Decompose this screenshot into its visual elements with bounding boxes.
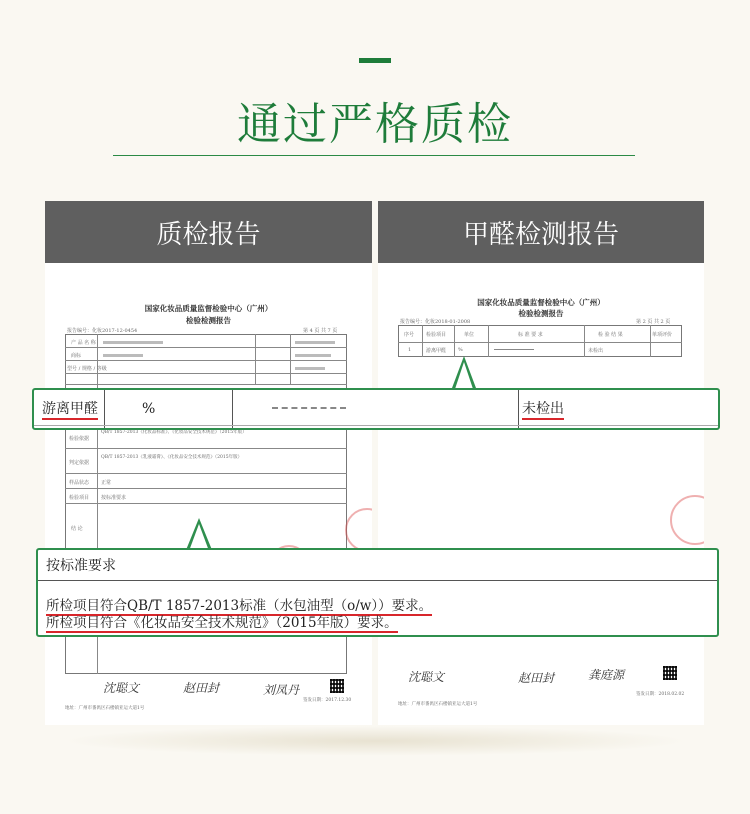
signature-3: 龚庭源 <box>588 668 625 682</box>
doc-items: 按标准要求 <box>101 495 127 501</box>
doc-report-no: 报告编号：化妆2017-12-0454 <box>67 328 138 334</box>
doc-standard-2: QB/T 1857-2013《乳液霜膏》、《化妆品安全技术规范》（2015年版） <box>101 455 243 460</box>
doc-state: 正常 <box>101 480 112 486</box>
doc-row-label: 判定依据 <box>69 460 90 466</box>
callout-line-1: 所检项目符合QB/T 1857-2013标准（水包油型（o/w））要求。 <box>46 598 433 614</box>
qr-code-icon <box>663 666 677 680</box>
doc-footer-date: 签发日期：2018.02.02 <box>636 692 685 697</box>
doc-subtitle: 检验检测报告 <box>518 309 564 318</box>
signature-1: 沈聪文 <box>103 681 140 695</box>
row-unit: % <box>458 347 463 353</box>
card-header-formaldehyde-report: 甲醛检测报告 <box>378 201 704 263</box>
doc-row-label: 检验依据 <box>69 436 90 442</box>
quality-report-document <box>45 263 372 725</box>
callout-heading: 按标准要求 <box>46 558 116 574</box>
formaldehyde-report-document <box>378 263 704 725</box>
doc-row-label: 产 品 名 称 <box>71 340 96 346</box>
doc-row-label: 样品状态 <box>69 480 90 486</box>
doc-report-no: 报告编号：化妆2018-01-2008 <box>400 319 471 325</box>
standard-conformity-callout <box>36 548 719 637</box>
red-seal-stamp <box>345 508 372 552</box>
doc-subtitle: 检验检测报告 <box>186 316 231 325</box>
red-seal-stamp <box>670 495 704 545</box>
doc-row-label: 商标 <box>71 353 82 359</box>
doc-page-info: 第 4 页 共 7 页 <box>303 328 338 334</box>
formaldehyde-result-callout <box>32 388 720 430</box>
col-header: 标 准 要 求 <box>518 332 543 338</box>
doc-footer: 地址：广州市番禺区石楼镇亚运大道1号 <box>65 706 145 711</box>
callout-item: 游离甲醛 <box>42 398 98 420</box>
doc-row-label: 检验项目 <box>69 495 90 501</box>
signature-2: 赵田封 <box>183 681 220 695</box>
col-header: 检验项目 <box>426 332 447 338</box>
callout-unit: % <box>142 401 156 417</box>
signature-3: 刘凤丹 <box>263 683 300 697</box>
col-header: 单位 <box>464 332 475 338</box>
col-header: 序号 <box>404 332 415 338</box>
doc-footer-date: 签发日期：2017.12.30 <box>303 698 352 703</box>
doc-row-label: 型号 / 规格 / 等级 <box>67 366 107 372</box>
callout-line-2: 所检项目符合《化妆品安全技术规范》（2015年版）要求。 <box>46 615 398 631</box>
title-accent-bar <box>359 58 391 63</box>
col-header: 检 验 结 果 <box>598 332 623 338</box>
row-no: 1 <box>408 347 412 353</box>
signature-1: 沈聪文 <box>408 670 445 684</box>
col-header: 单项评价 <box>652 332 673 338</box>
doc-org: 国家化妆品质量监督检验中心（广州） <box>477 298 605 307</box>
row-result: 未检出 <box>588 348 604 354</box>
card-header-quality-report: 质检报告 <box>45 201 372 263</box>
doc-page-info: 第 2 页 共 2 页 <box>636 319 671 325</box>
doc-org: 国家化妆品质量监督检验中心（广州） <box>144 304 273 313</box>
callout-result: 未检出 <box>522 398 564 420</box>
page-title: 通过严格质检 <box>237 99 513 150</box>
signature-2: 赵田封 <box>518 671 555 685</box>
doc-standard-1: QB/T 1857-2013《化妆品标准》、《化妆品安全技术规范》（2015年版） <box>101 430 247 435</box>
floor-shadow <box>60 726 690 756</box>
row-item: 游离甲醛 <box>426 348 447 354</box>
qr-code-icon <box>330 679 344 693</box>
doc-footer: 地址：广州市番禺区石楼镇亚运大道1号 <box>398 702 478 707</box>
doc-row-label: 结 论 <box>71 526 83 532</box>
callout-dashes <box>272 407 346 410</box>
title-divider <box>113 155 635 156</box>
